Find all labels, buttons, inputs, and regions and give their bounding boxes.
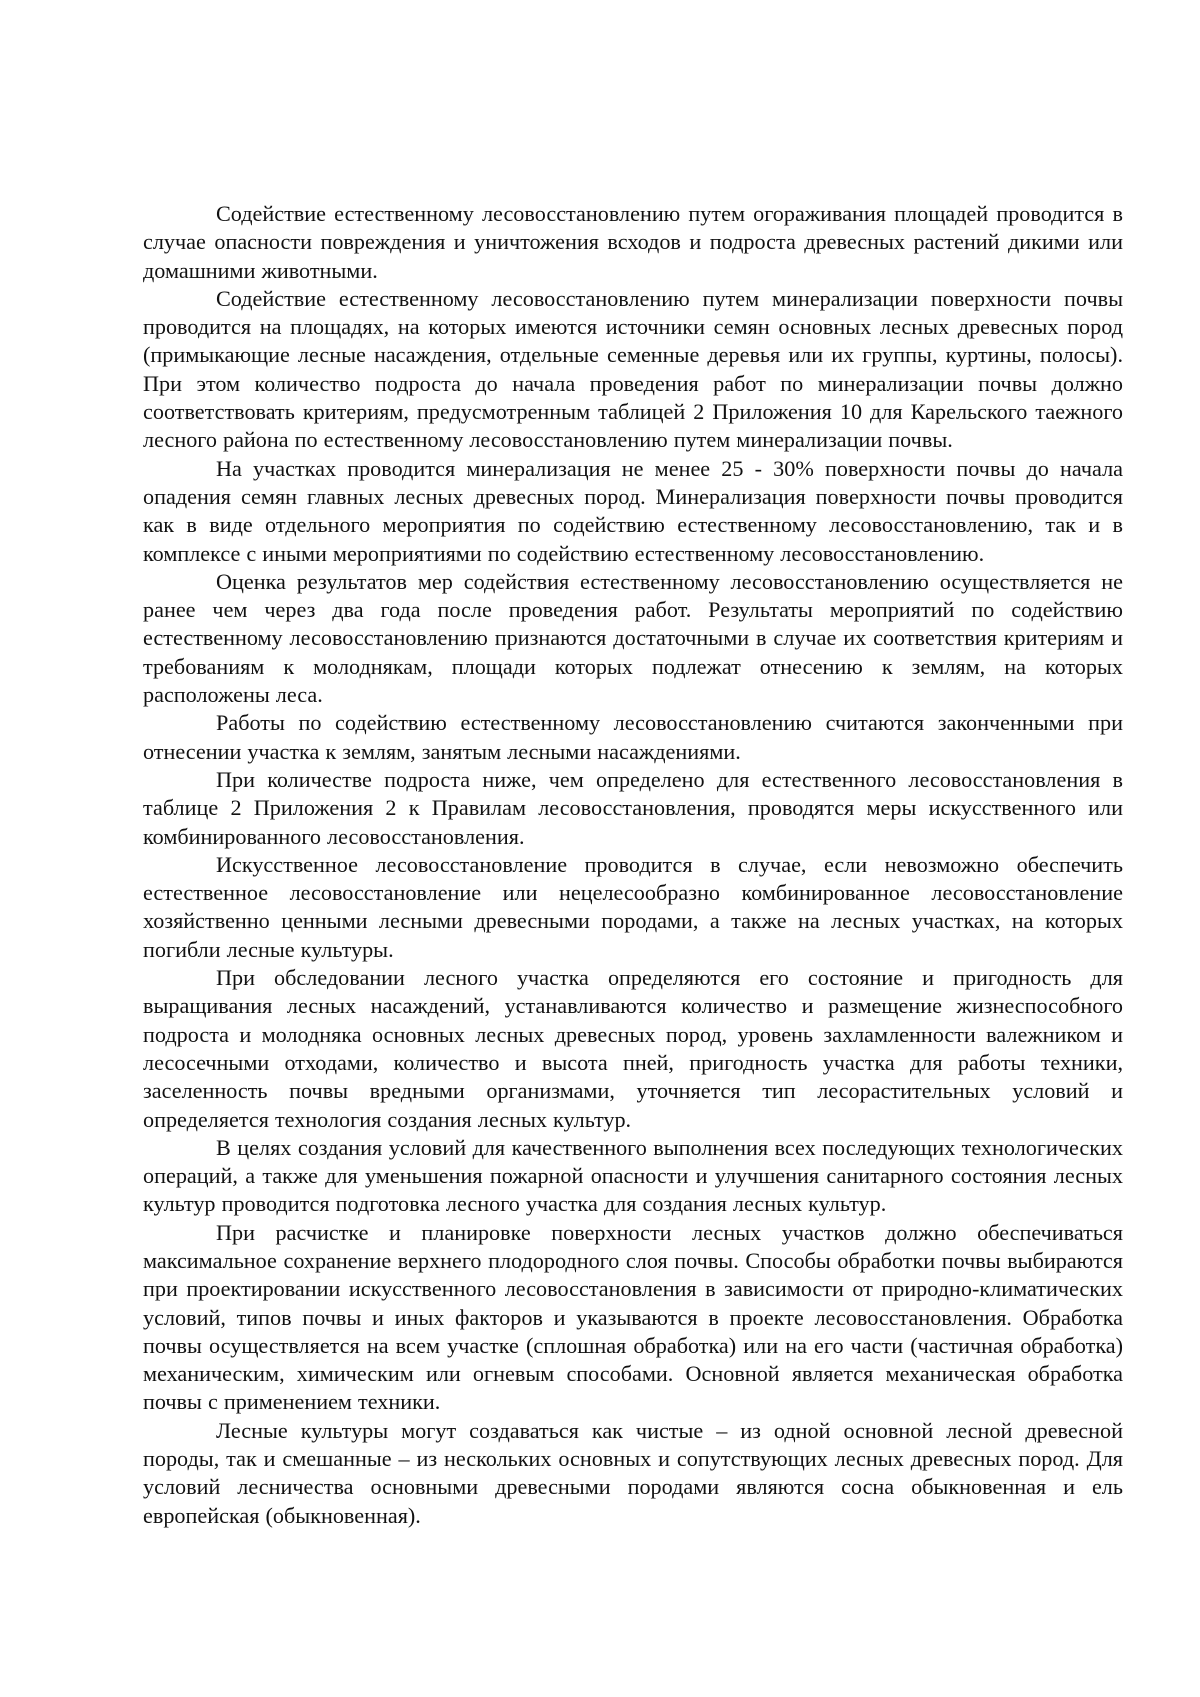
document-page	[143, 200, 1123, 1530]
paragraph-9: В целях создания условий для качественного выполнения всех последующих технологических операций, а также для уменьшения пожарной опасности и улучшения санитарного состояния лесных культур проводится подготовка лесного участка для создания лесных культур.	[143, 1134, 1123, 1217]
paragraph-1: Содействие естественному лесовосстановлению путем огораживания площадей проводится в случае опасности повреждения и уничтожения всходов и подроста древесных растений дикими или домашними животными.	[143, 201, 1123, 283]
paragraph-5: Работы по содействию естественному лесовосстановлению считаются законченными при отнесении участка к землям, занятым лесными насаждениями.	[143, 710, 1123, 764]
paragraph-2: Содействие естественному лесовосстановлению путем минерализации поверхности почвы проводится на площадях, на которых имеются источники семян основных лесных древесных пород (примыкающие лесные насаждения, отдельные семенные деревья или их группы, куртины, полосы). При этом количество подроста до начала проведения работ по минерализации почвы должно соответствовать критериям, предусмотренным таблицей 2 Приложения 10 для Карельского таежного лесного района по естественному лесовосстановлению путем минерализации почвы.	[143, 285, 1123, 453]
paragraph-4: Оценка результатов мер содействия естественному лесовосстановлению осуществляется не ранее чем через два года после проведения работ. Результаты мероприятий по содействию естественному лесовосстановлению признаются достаточными в случае их соответствия критериям и требованиям к молоднякам, площади которых подлежат отнесению к землям, на которых расположены леса.	[143, 568, 1123, 708]
paragraph-8: При обследовании лесного участка определяются его состояние и пригодность для выращивания лесных насаждений, устанавливаются количество и размещение жизнеспособного подроста и молодняка основных лесных древесных пород, уровень захламленности валежником и лесосечными отходами, количество и высота пней, пригодность участка для работы техники, заселенность почвы вредными организмами, уточняется тип лесорастительных условий и определяется технология создания лесных культур.	[143, 965, 1123, 1132]
paragraph-11: Лесные культуры могут создаваться как чистые – из одной основной лесной древесной породы, так и смешанные – из нескольких основных и сопутствующих лесных древесных пород. Для условий лесничества основными древесными породами являются сосна обыкновенная и ель европейская (обыкновенная).	[143, 1417, 1123, 1528]
paragraph-3: На участках проводится минерализация не менее 25 - 30% поверхности почвы до начала опадения семян главных лесных древесных пород. Минерализация поверхности почвы проводится как в виде отдельного мероприятия по содействию естественному лесовосстановлению, так и в комплексе с иными мероприятиями по содействию естественному лесовосстановлению.	[143, 455, 1123, 566]
paragraph-10: При расчистке и планировке поверхности лесных участков должно обеспечиваться максимальное сохранение верхнего плодородного слоя почвы. Способы обработки почвы выбираются при проектировании искусственного лесовосстановления в зависимости от природно-климатических условий, типов почвы и иных факторов и указываются в проекте лесовосстановления. Обработка почвы осуществляется на всем участке (сплошная обработка) или на его части (частичная обработка) механическим, химическим или огневым способами. Основной является механическая обработка почвы с применением техники.	[143, 1219, 1123, 1415]
paragraph-6: При количестве подроста ниже, чем определено для естественного лесовосстановления в таблице 2 Приложения 2 к Правилам лесовосстановления, проводятся меры искусственного или комбинированного лесовосстановления.	[143, 766, 1123, 849]
paragraph-7: Искусственное лесовосстановление проводится в случае, если невозможно обеспечить естественное лесовосстановление или нецелесообразно комбинированное лесовосстановление хозяйственно ценными лесными древесными породами, а также на лесных участках, на которых погибли лесные культуры.	[143, 851, 1123, 962]
